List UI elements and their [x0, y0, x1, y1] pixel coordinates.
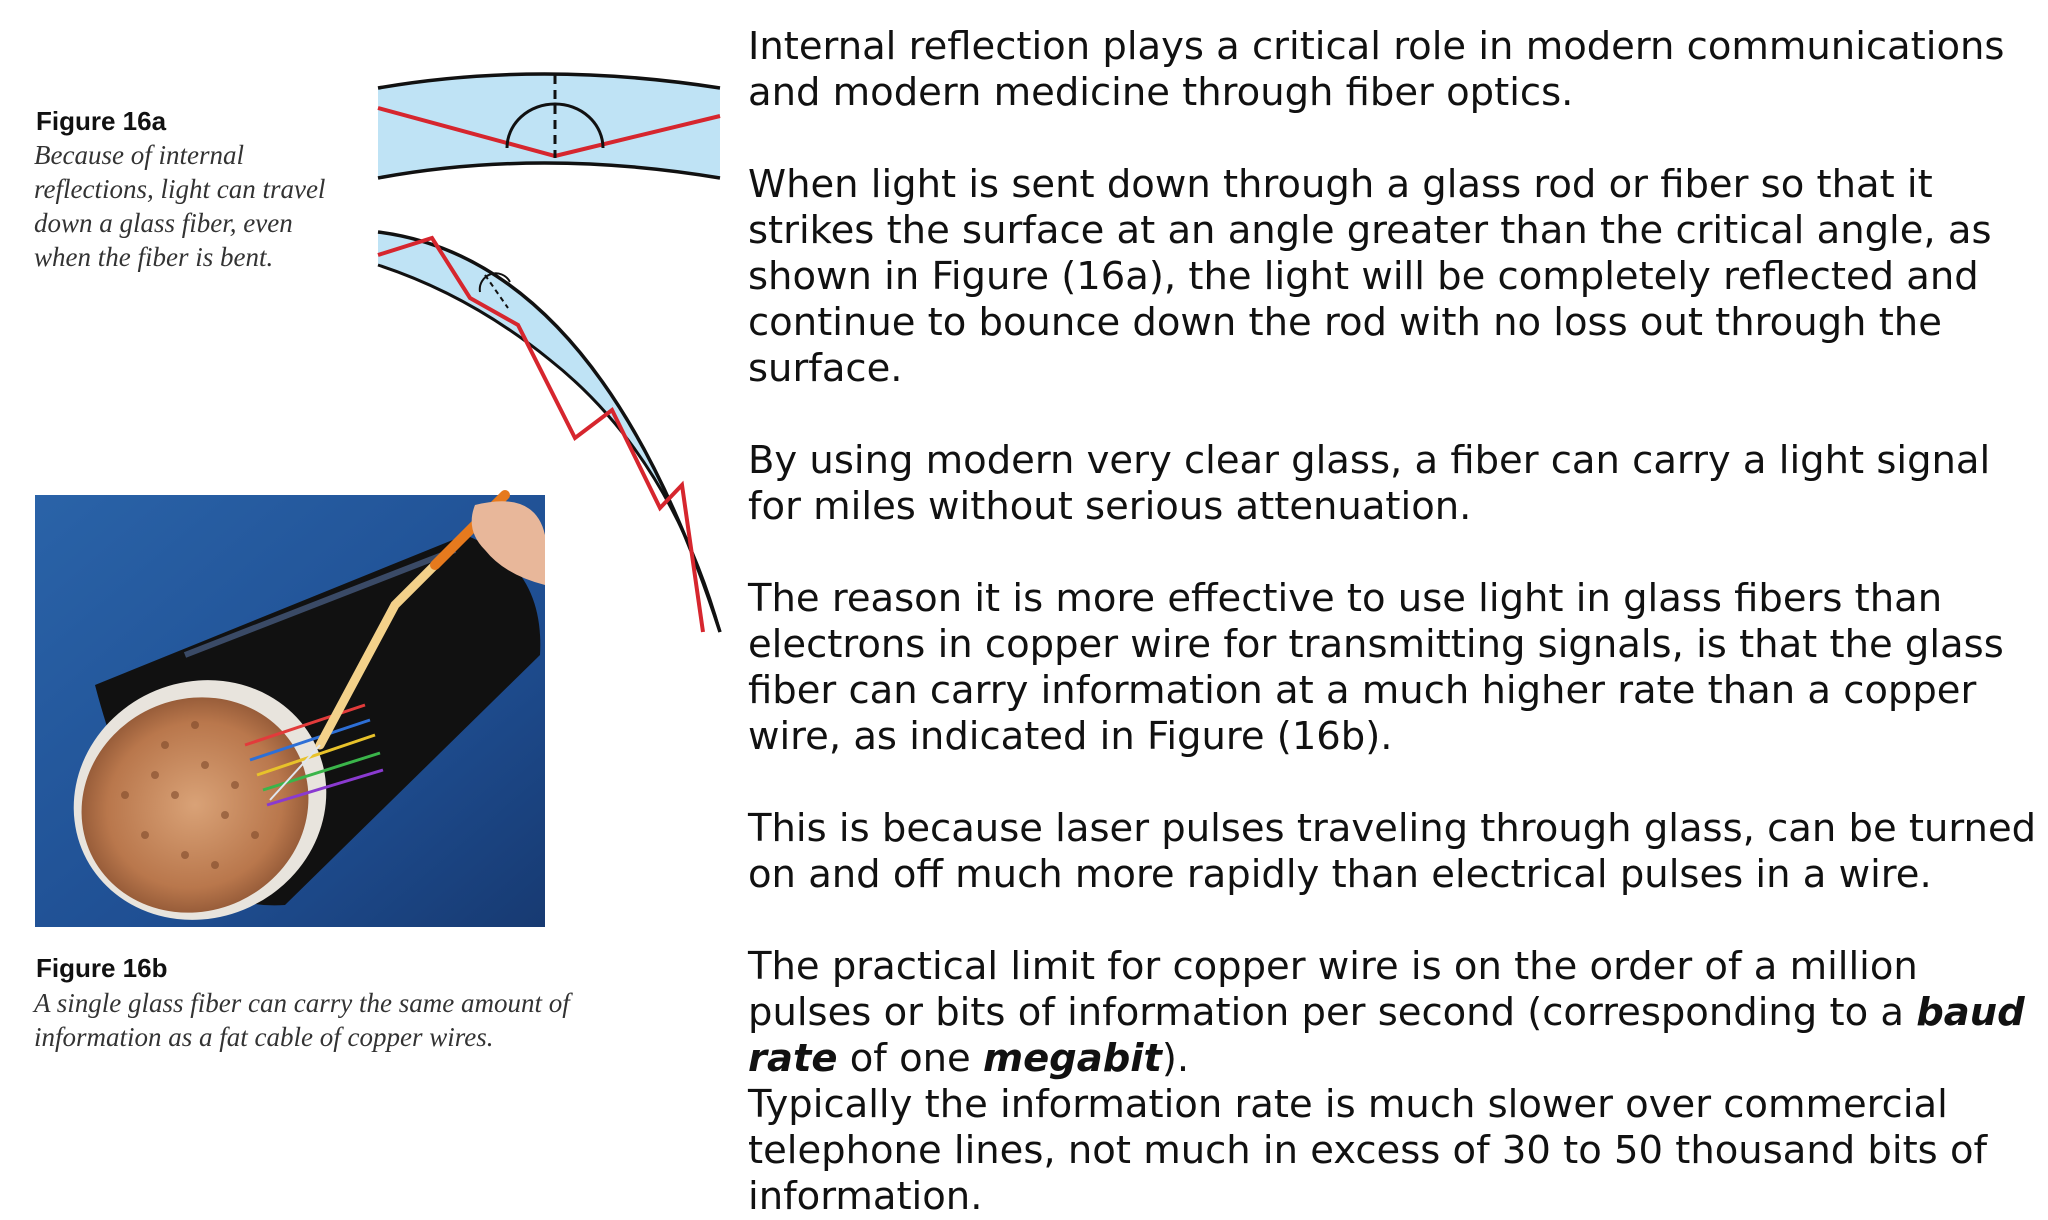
figure-16b-label: Figure 16b: [36, 953, 168, 983]
paragraph-clear-glass: By using modern very clear glass, a fiber can carry a light signal for miles without serious attenuation.: [748, 438, 1991, 529]
figure-16a-label: Figure 16a: [36, 106, 167, 136]
copper-limit-text: The practical limit for copper wire is on the order of a million pulses or bits of information per second (corresponding to a: [748, 944, 1918, 1035]
copper-limit-text-3: ).: [1161, 1036, 1190, 1081]
paragraph-copper-limit: [748, 944, 2048, 1082]
megabit-term: megabit: [982, 1036, 1162, 1081]
copper-limit-text-2: of one: [837, 1036, 983, 1081]
paragraph-telephone-lines: Typically the information rate is much slower over commercial telephone lines, not much in excess of 30 to 50 thousand bits of information.: [748, 1082, 1988, 1219]
paragraph-effectiveness: The reason it is more effective to use light in glass fibers than electrons in copper wire for transmitting signals, is that the glass fiber can carry information at a much higher rate than a copper wire, as indicated in Figure (16b).: [748, 576, 2004, 759]
fiber-vs-copper-cable-photo: [35, 495, 545, 927]
figure-16b-caption: A single glass fiber can carry the same amount of information as a fat cable of copper wires.: [34, 988, 570, 1052]
paragraph-internal-reflection: Internal reflection plays a critical role in modern communications and modern medicine through fiber optics.: [748, 24, 2005, 115]
baud-rate-term: baud rate: [748, 990, 2025, 1081]
paragraph-laser-pulses: This is because laser pulses traveling through glass, can be turned on and off much more rapidly than electrical pulses in a wire.: [748, 806, 2037, 897]
body-text: [748, 24, 2048, 1219]
straight-fiber: [378, 74, 720, 178]
figure-16a-caption: Because of internal reflections, light can travel down a glass fiber, even when the fiber is bent.: [34, 140, 326, 272]
paragraph-critical-angle: When light is sent down through a glass rod or fiber so that it strikes the surface at an angle greater than the critical angle, as shown in Figure (16a), the light will be completely reflected and continue to bounce down the rod with no loss out through the surface.: [748, 162, 1992, 391]
